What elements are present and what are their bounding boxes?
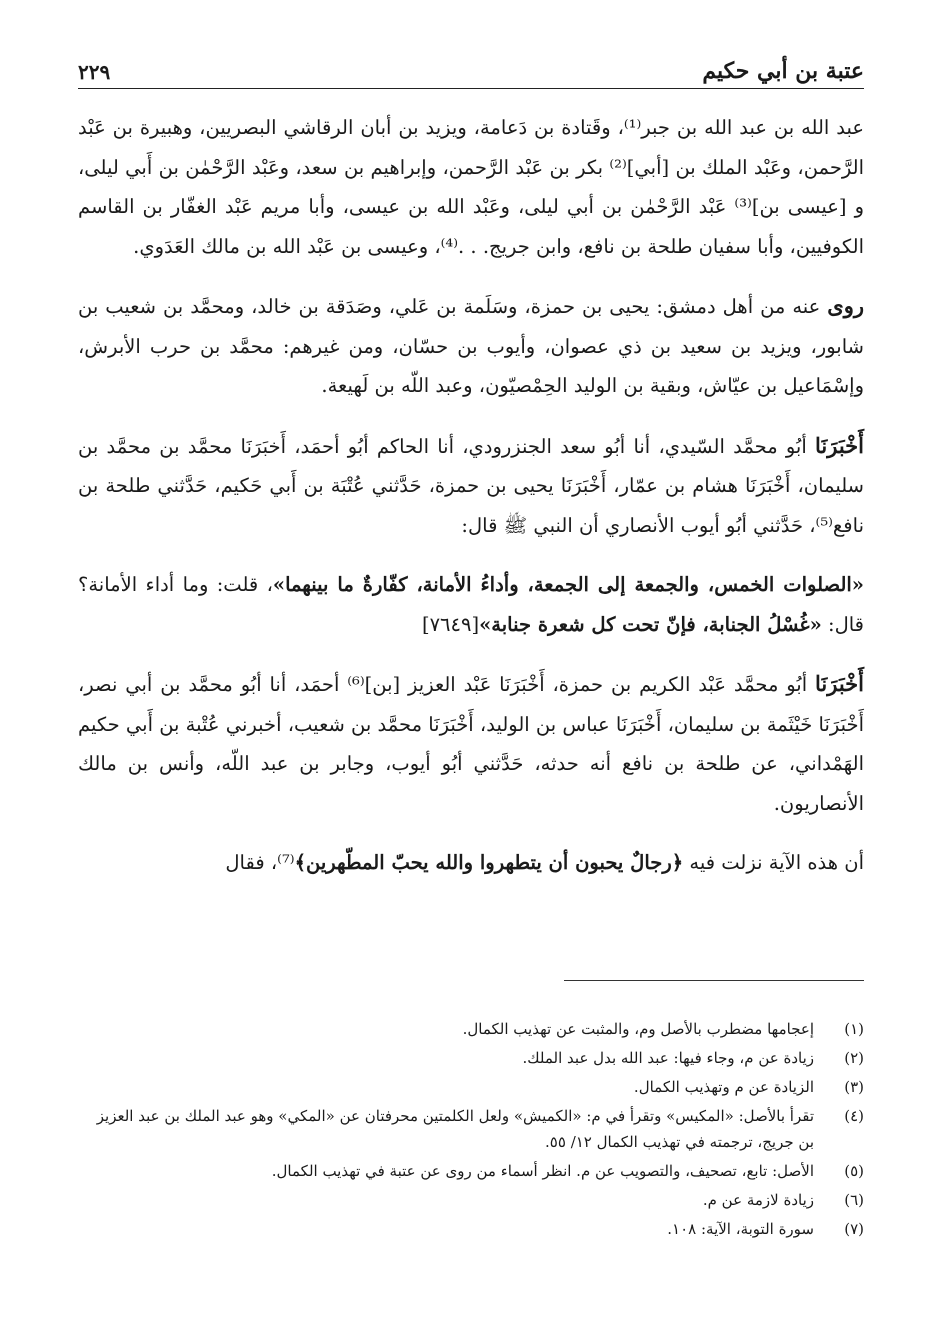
paragraph-lead-word: أَخْبَرَنَا xyxy=(815,432,864,458)
footnote-text: الزيادة عن م وتهذيب الكمال. xyxy=(633,1078,814,1096)
footnote-number: (٧) xyxy=(844,1220,864,1238)
paragraph-text: أبُو محمَّد عَبْد الكريم بن حمزة، أَخْبَرَنَا عَبْد العزيز [بن]⁽⁶⁾ أحمَد، أنا أبُو محمَّد بن أبي نصر، أَخْبَرَنَا خَيْثَمة بن سليمان، أَخْبَرَنَا عباس بن الوليد، أَخْبَرَنَا محمَّد بن شعيب، أخبرني عُتْبة بن أَبي حكيم الهَمْداني، عن طلحة بن نافع أنه حدثه، حَدَّثني أبُو أيوب، وجابر بن عبد اللّه، وأنس بن مالك الأنصاريون. xyxy=(78,673,864,815)
footnote xyxy=(78,1216,864,1242)
paragraph-text: ، قلت: وما أداء الأمانة؟ قال: xyxy=(78,573,864,636)
footnote-number: (٤) xyxy=(844,1107,864,1125)
paragraph-text: عنه من أهل دمشق: يحيى بن حمزة، وسَلَمة بن عَلي، وصَدَقة بن خالد، ومحمَّد بن شعيب بن شابور، ويزيد بن سعيد بن ذي عصوان، وأيوب بن حسّان، ومن غيرهم: محمَّد بن حرب الأبرش، وإسْمَاعيل بن عيّاش، وبقية بن الوليد الحِمْصيّون، وعبد اللّه بن لَهيعة. xyxy=(78,295,864,397)
footnote xyxy=(78,1074,864,1100)
footnote-text: الأصل: تابع، تصحيف، والتصويب عن م. انظر أسماء من روى عن عتبة في تهذيب الكمال. xyxy=(271,1162,814,1180)
footnote-separator xyxy=(564,980,864,981)
running-title: عتبة بن أبي حكيم xyxy=(702,58,864,84)
footnote-number: (٥) xyxy=(844,1162,864,1180)
quran-verse: ﴿رجالٌ يحبون أن يتطهروا والله يحبّ المطّهرين﴾ xyxy=(294,851,684,874)
footnote xyxy=(78,1016,864,1042)
hadith-text: «غُسْلُ الجنابة، فإنّ تحت كل شعرة جنابة» xyxy=(479,612,822,636)
footnote-text: إعجامها مضطرب بالأصل وم، والمثبت عن تهذيب الكمال. xyxy=(462,1020,814,1038)
paragraph-hadith xyxy=(78,565,864,644)
paragraph-isnad-1 xyxy=(78,426,864,546)
paragraph-isnad-2 xyxy=(78,664,864,823)
paragraph-narrators xyxy=(78,286,864,406)
hadith-reference: [٧٦٤٩] xyxy=(421,612,480,636)
running-header xyxy=(78,50,864,89)
paragraph-text: أبُو محمَّد السّيدي، أنا أبُو سعد الجنزرودي، أنا الحاكم أبُو أحمَد، أَخبَرَنَا محمَّد بن محمَّد بن سليمان، أَخْبَرَنَا هشام بن عمّار، أَخْبَرَنَا يحيى بن حمزة، حَدَّثني عُتْبَة بن أَبي حَكيم، حَدَّثني طلحة بن نافع⁽⁵⁾، حَدَّثني أبُو أيوب الأنصاري أن النبي ﷺ قال: xyxy=(78,434,864,537)
hadith-text: «الصلوات الخمس، والجمعة إلى الجمعة، وأداءُ الأمانة، كفّارةٌ ما بينهما» xyxy=(272,573,864,596)
footnote xyxy=(78,1187,864,1213)
footnote-number: (٣) xyxy=(844,1078,864,1096)
paragraph-text: عبد الله بن عبد الله بن جبر⁽¹⁾، وقَتادة بن دَعامة، ويزيد بن أبان الرقاشي البصريين، وهبيرة بن عَبْد الرَّحمن، وعَبْد الملك بن [أبي]⁽²⁾ بكر بن عَبْد الرَّحمن، وإبراهيم بن سعد، وعَبْد الرَّحْمٰن بن أَبي ليلى، و [عيسى بن]⁽³⁾ عَبْد الرَّحْمٰن بن أبي ليلى، وعَبْد الله بن عيسى، وأبا مريم عَبْد الغفّار بن القاسم الكوفيين، وأبا سفيان طلحة بن نافع، وابن جريج. . .⁽⁴⁾، وعيسى بن عَبْد الله بن مالك العَدَوي. xyxy=(78,116,864,258)
footnote-text: زيادة لازمة عن م. xyxy=(702,1191,814,1209)
footnote-number: (٦) xyxy=(844,1191,864,1209)
footnote-number: (٢) xyxy=(844,1049,864,1067)
footnote-number: (١) xyxy=(844,1020,864,1038)
footnote xyxy=(78,1158,864,1184)
footnote xyxy=(78,1045,864,1071)
paragraph-text: ⁽⁷⁾، فقال xyxy=(225,851,295,874)
footnote-text: سورة التوبة، الآية: ١٠٨. xyxy=(667,1220,814,1238)
page-number: ٢٢٩ xyxy=(78,60,111,84)
paragraph-lead-word: روى xyxy=(827,293,864,318)
paragraph-teachers xyxy=(78,108,864,266)
paragraph-text: أن هذه الآية نزلت فيه xyxy=(683,851,864,874)
paragraph-verse xyxy=(78,843,864,883)
footnote xyxy=(78,1103,864,1155)
footnotes xyxy=(78,1016,864,1245)
main-text xyxy=(78,108,864,903)
paragraph-lead-word: أَخْبَرَنَا xyxy=(815,671,864,696)
footnote-text: تقرأ بالأصل: «المكيس» وتقرأ في م: «الكميش» ولعل الكلمتين محرفتان عن «المكي» وهو عبد الملك بن عبد العزيز بن جريج، ترجمته في تهذيب الكمال ١٢/ ٥٥. xyxy=(96,1107,814,1151)
footnote-text: زيادة عن م، وجاء فيها: عبد الله بدل عبد الملك. xyxy=(522,1049,814,1067)
